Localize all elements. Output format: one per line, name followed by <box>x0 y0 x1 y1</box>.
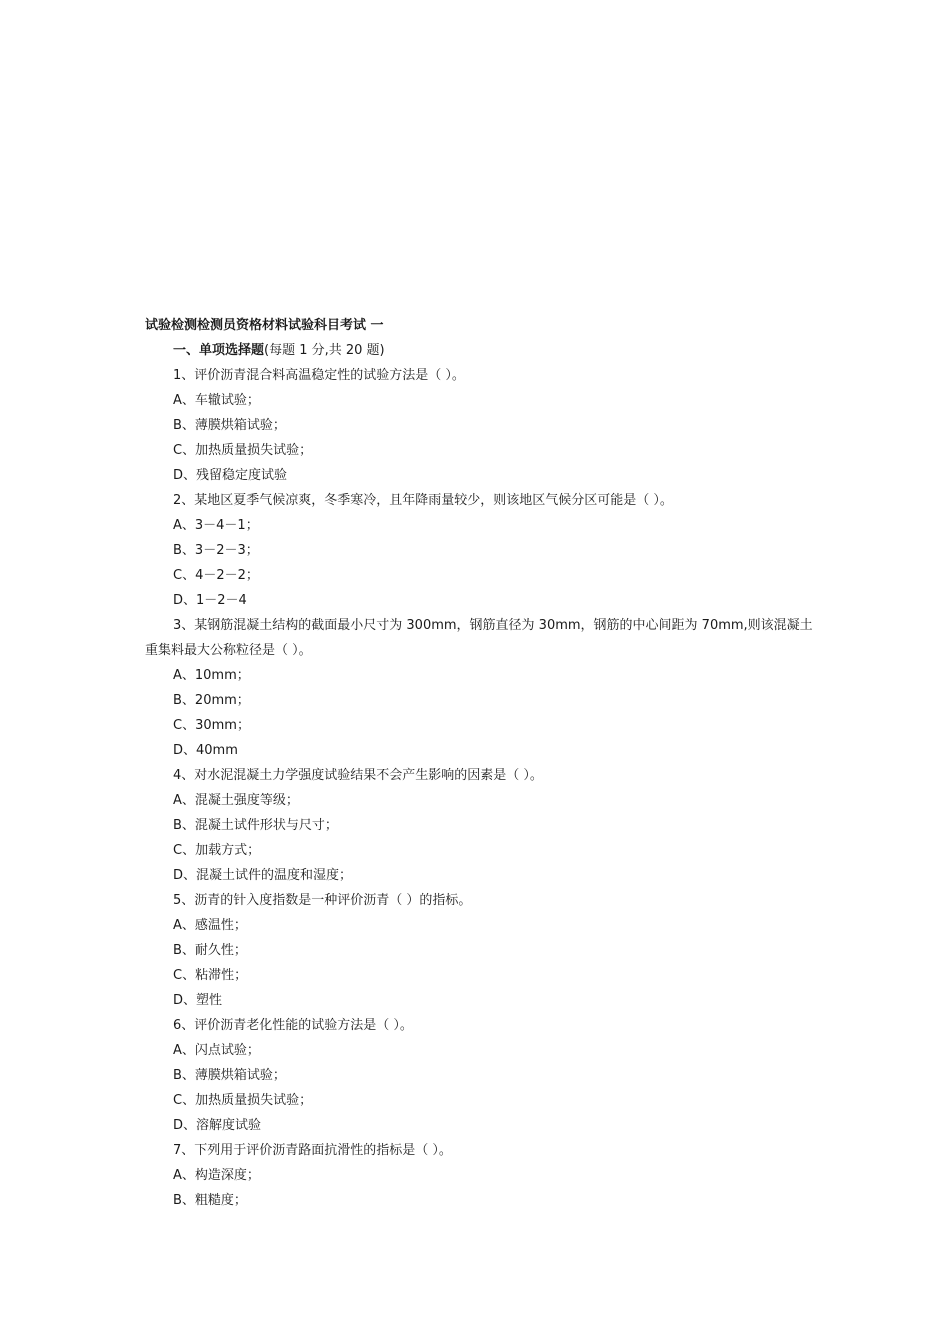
option-c: C、加热质量损失试验； <box>173 1093 313 1108</box>
option-a: A、混凝土强度等级； <box>173 793 299 808</box>
option-d: D、溶解度试验 <box>173 1118 262 1133</box>
question-3 <box>145 613 815 763</box>
option-c: C、粘滞性； <box>173 968 248 983</box>
option-d: D、40mm <box>173 743 238 758</box>
question-7 <box>145 1138 815 1213</box>
option-b: B、20mm； <box>173 693 250 708</box>
option-b: B、薄膜烘箱试验； <box>173 418 286 433</box>
document-body <box>145 314 815 1213</box>
option-b: B、薄膜烘箱试验； <box>173 1068 286 1083</box>
option-a: A、构造深度； <box>173 1168 260 1183</box>
question-stem: 7、下列用于评价沥青路面抗滑性的指标是（ ）。 <box>173 1143 452 1158</box>
option-d: D、残留稳定度试验 <box>173 468 288 483</box>
question-1 <box>145 363 815 488</box>
question-stem: 3、某钢筋混凝土结构的截面最小尺寸为 300mm，钢筋直径为 30mm，钢筋的中心间距为 70mm,则该混凝土重集料最大公称粒径是（ ）。 <box>145 618 813 658</box>
option-c: C、30mm； <box>173 718 250 733</box>
option-b: B、3－2－3； <box>173 543 259 558</box>
option-a: A、3－4－1； <box>173 518 259 533</box>
option-d: D、混凝土试件的温度和湿度； <box>173 868 353 883</box>
option-d: D、塑性 <box>173 993 223 1008</box>
question-stem: 4、对水泥混凝土力学强度试验结果不会产生影响的因素是（ ）。 <box>173 768 543 783</box>
option-b: B、粗糙度； <box>173 1193 247 1208</box>
option-a: A、10mm； <box>173 668 250 683</box>
question-6 <box>145 1013 815 1138</box>
question-stem: 5、沥青的针入度指数是一种评价沥青（ ）的指标。 <box>173 893 472 908</box>
question-stem: 6、评价沥青老化性能的试验方法是（ ）。 <box>173 1018 413 1033</box>
section-heading-label: 一、单项选择题 <box>173 343 265 358</box>
option-a: A、感温性； <box>173 918 247 933</box>
option-c: C、加载方式； <box>173 843 261 858</box>
document-title: 试验检测检测员资格材料试验科目考试 一 <box>145 318 384 333</box>
question-4 <box>145 763 815 888</box>
question-2 <box>145 488 815 613</box>
section-heading <box>145 338 815 363</box>
question-stem: 1、评价沥青混合料高温稳定性的试验方法是（ ）。 <box>173 368 465 383</box>
question-stem: 2、某地区夏季气候凉爽，冬季寒冷，且年降雨量较少，则该地区气候分区可能是（ ）。 <box>173 493 673 508</box>
option-a: A、闪点试验； <box>173 1043 260 1058</box>
option-c: C、4－2－2； <box>173 568 259 583</box>
option-b: B、混凝土试件形状与尺寸； <box>173 818 338 833</box>
option-c: C、加热质量损失试验； <box>173 443 313 458</box>
section-heading-note: (每题 1 分,共 20 题) <box>264 343 385 358</box>
option-d: D、1－2－4 <box>173 593 247 608</box>
option-b: B、耐久性； <box>173 943 247 958</box>
question-5 <box>145 888 815 1013</box>
option-a: A、车辙试验； <box>173 393 260 408</box>
